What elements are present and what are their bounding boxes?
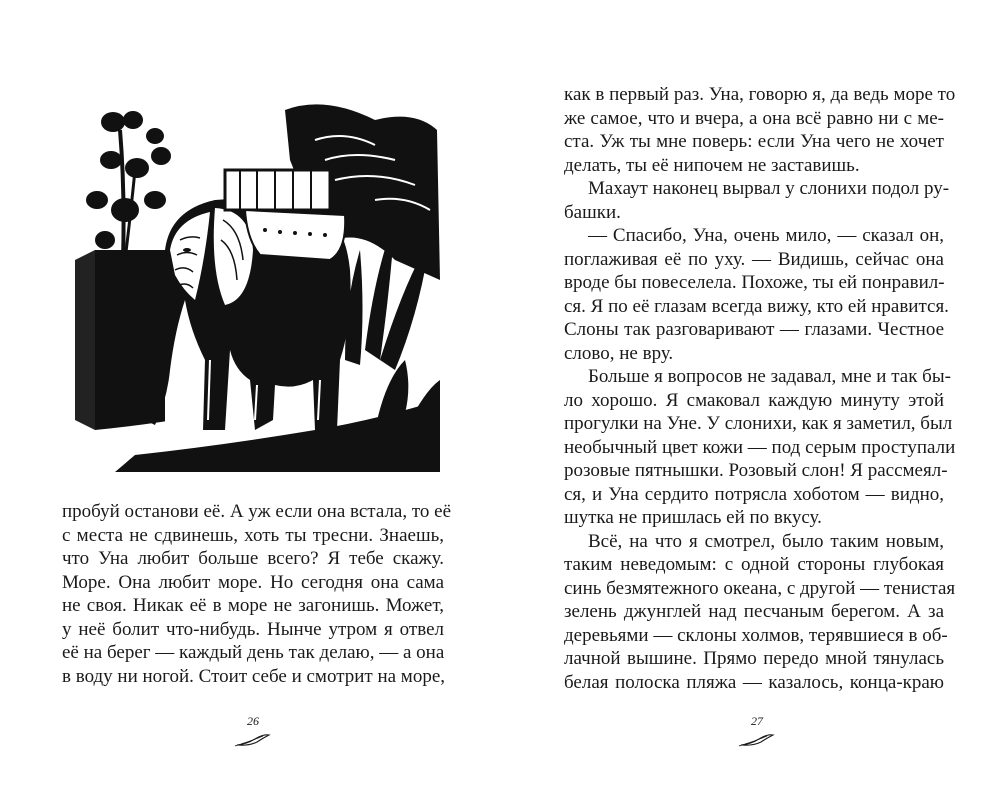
text-line: ло хорошо. Я смаковал каждую минуту этой [564, 389, 944, 411]
text-line: Всё, на что я смотрел, было таким новым, [588, 530, 944, 552]
text-line: ста. Уж ты мне поверь: если Уна чего не хочет [564, 131, 944, 152]
text-line: необычный цвет кожи — под серым проступали [564, 436, 956, 458]
text-line: слово, не вру. [564, 342, 674, 364]
text-line: у неё болит что-нибудь. Нынче утром я отвел [62, 618, 444, 640]
text-line: башки. [564, 201, 621, 223]
paragraph [564, 530, 956, 695]
text-line: делать, ты её нипочем не заставишь. [564, 154, 860, 176]
text-line: в воду ни ногой. Стоит себе и смотрит на море, [62, 665, 446, 687]
left-page-text [62, 500, 452, 688]
text-line: вроде бы повеселела. Похоже, ты ей понравил- [564, 272, 945, 293]
text-line: ся. Я по её глазам всегда вижу, кто ей нравится. [564, 295, 949, 317]
right-page [504, 0, 1008, 800]
text-line: зелень джунглей над песчаным берегом. А за [564, 601, 944, 622]
text-line: лачной вышине. Прямо передо мной тянулась [564, 648, 944, 669]
text-line: Слоны так разговаривают — глазами. Честное [564, 319, 944, 340]
text-line: что Уна любит больше всего? Я тебе скажу. [62, 548, 444, 569]
right-page-text [564, 83, 956, 694]
text-line: Больше я вопросов не задавал, мне и так бы- [588, 366, 951, 387]
text-line: с места не сдвинешь, хоть ты тресни. Знаешь, [62, 524, 444, 546]
feather-ornament-icon [737, 732, 777, 748]
paragraph [564, 177, 950, 224]
text-line: пробуй останови её. А уж если она встала, то её [62, 501, 452, 522]
text-line: Махаут наконец вырвал у слонихи подол ру- [588, 178, 950, 199]
text-line: поглаживая её по уху. — Видишь, сейчас она [564, 248, 944, 270]
text-line: не своя. Никак её в море не загонишь. Может, [62, 595, 444, 616]
page-number: 26 [247, 714, 259, 728]
text-line: белая полоска пляжа — казалось, конца-краю [564, 671, 944, 693]
feather-ornament-icon [233, 732, 273, 748]
text-line: шутка не пришлась ей по вкусу. [564, 507, 822, 528]
text-line: деревьями — склоны холмов, терявшиеся в об- [564, 624, 948, 646]
text-line: ся, и Уна сердито потрясла хоботом — видно, [564, 483, 944, 505]
text-line: же самое, что и вчера, а она всё равно ни с ме- [564, 107, 944, 129]
page-number: 27 [751, 714, 763, 728]
paragraph [564, 83, 956, 177]
text-line: прогулки на Уне. У слонихи, как я заметил, был [564, 413, 953, 434]
text-line: таким неведомым: с одной стороны глубокая [564, 554, 944, 575]
text-line: её на берег — каждый день так делаю, — а она [62, 642, 445, 663]
text-line: синь безмятежного океана, с другой — тенистая [564, 577, 956, 599]
text-line: — Спасибо, Уна, очень мило, — сказал он, [588, 225, 944, 246]
text-line: розовые пятнышки. Розовый слон! Я рассмеял- [564, 460, 948, 481]
elephant-illustration [75, 100, 445, 472]
paragraph [564, 224, 949, 365]
paragraph [564, 365, 956, 530]
text-line: как в первый раз. Уна, говорю я, да ведь море то [564, 84, 956, 105]
text-line: Море. Она любит море. Но сегодня она сама [62, 571, 444, 593]
